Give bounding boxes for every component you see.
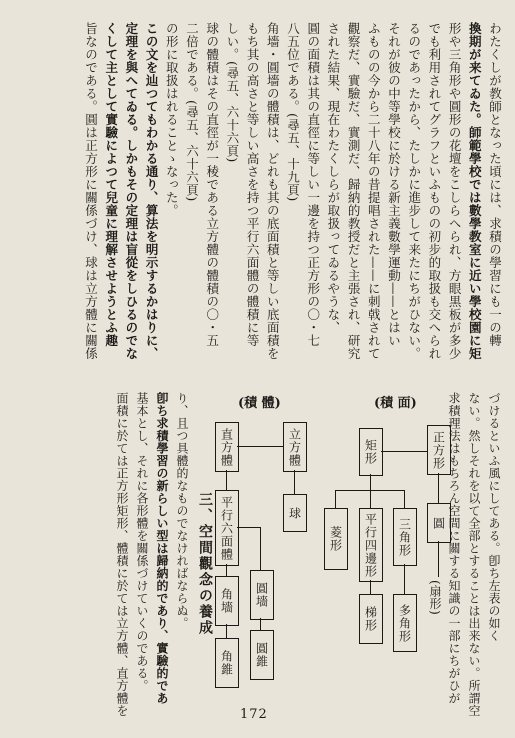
box-cone: 圓錐: [250, 630, 274, 680]
upper-text-column: でも利用されてグラフといふものの初步的取扱も交へられ: [426, 22, 442, 360]
upper-text-column: るのであったから、たしかに進步して来たにちがひない。: [406, 22, 422, 360]
upper-text-column: の形に取扱はれることゝなった。: [164, 22, 180, 217]
upper-text-column: 球の體積はその直徑が一稜である立方體の體積の〇・五: [204, 22, 220, 347]
lower-text-column: 求積理法はもちろん空間に關する知識の一部にちがひが: [447, 392, 461, 705]
upper-text-column: 定理を與へてゐる。しかもその定理は盲從をしひるのでな: [123, 22, 139, 360]
box-parallelogram: 平行四邊形: [359, 508, 383, 582]
upper-text-column: この文を辿つてもわかる通り、算法を明示するかはりに、: [144, 22, 160, 360]
box-square: 正方形: [427, 425, 451, 475]
upper-text-column: 換期が来てゐた。師範學校では數學教室に近い學校園に矩: [467, 22, 483, 360]
volume-table-label: (積 體): [238, 396, 281, 411]
upper-text-column: 八五位である。(尋五、十九頁): [285, 22, 301, 202]
upper-text-column: 二倍である。(尋五、六十六頁): [184, 22, 200, 202]
upper-text-column: しい。(尋五、六十六頁): [224, 22, 240, 163]
box-parallelepiped: 平行六面體: [215, 490, 239, 566]
box-rhombus: 菱形: [324, 508, 348, 570]
box-rectangle: 矩形: [359, 428, 383, 476]
box-circle: 圓: [427, 503, 451, 543]
page-number: 172: [240, 707, 268, 722]
upper-text-column: くして主として實驗によつて兒童に理解させようとふ趣: [103, 22, 119, 347]
upper-text-column: 角墻・圓墻の體積は、どれも其の底面積と等しい底面積を: [265, 22, 281, 360]
lower-text-column: ない。然しそれを以て全部とすることは出来ない。所謂空: [467, 392, 481, 717]
upper-text-column: ふものの今から二十八年の昔提唱された——に刺戟されて: [366, 22, 382, 360]
upper-text-column: わたくしが教師となった頃には、求積の學習にも一の轉: [487, 22, 503, 347]
box-sphere: 球: [283, 494, 307, 532]
box-prism: 角墻: [215, 576, 239, 626]
section-heading: 三、空間觀念の養成: [197, 492, 213, 636]
lower-text-column: 卽ち求積學習の新らしい型は歸納的であり、實驗的であ: [155, 392, 169, 705]
upper-text-column: 形や三角形や圓形の花壇をこしらへられ、方眼黒板が多少: [447, 22, 463, 360]
lower-text-column: り、且つ具體的なものでなければならぬ。: [175, 392, 189, 630]
area-table-label: (積 面): [374, 396, 417, 411]
upper-text-column: もち其の高さと等しい高さを持つ平行六面體の體積に等: [245, 22, 261, 347]
upper-text-column: 旨なのである。圓は正方形に關係づけ、球は立方體に關係: [83, 22, 99, 360]
upper-text-column: 觀察だ、實驗だ、實測だ、歸納的教授だと主張され、研究: [346, 22, 362, 360]
box-cylinder: 圓墻: [250, 570, 274, 620]
box-triangle: 三角形: [393, 508, 417, 566]
box-cuboid: 直方體: [215, 422, 239, 472]
upper-text-column: 圓の面積は其の直徑に等しい一邊を持つ正方形の〇・七: [305, 22, 321, 347]
box-cube: 立方體: [283, 422, 307, 472]
upper-text-column: された結果、現在わたくしらが取扱ってゐるやうな、: [325, 22, 341, 334]
fan-shape-label: (扇形): [428, 580, 442, 616]
box-polygon: 多角形: [393, 594, 417, 652]
upper-text-column: それが彼の中等學校に於ける新主義數學運動——とはい: [386, 22, 402, 347]
lower-text-column: 基本とし、それに各形體を關係づけていくのである。: [135, 392, 149, 692]
box-trapezoid: 梯形: [359, 594, 383, 644]
lower-text-column: 面積に於ては正方形矩形、體積に於ては立方體、直方體を: [115, 392, 129, 717]
box-pyramid: 角錐: [215, 638, 239, 688]
lower-text-column: づけるといふ風にしてある。卽ち左表の如く: [487, 392, 501, 642]
